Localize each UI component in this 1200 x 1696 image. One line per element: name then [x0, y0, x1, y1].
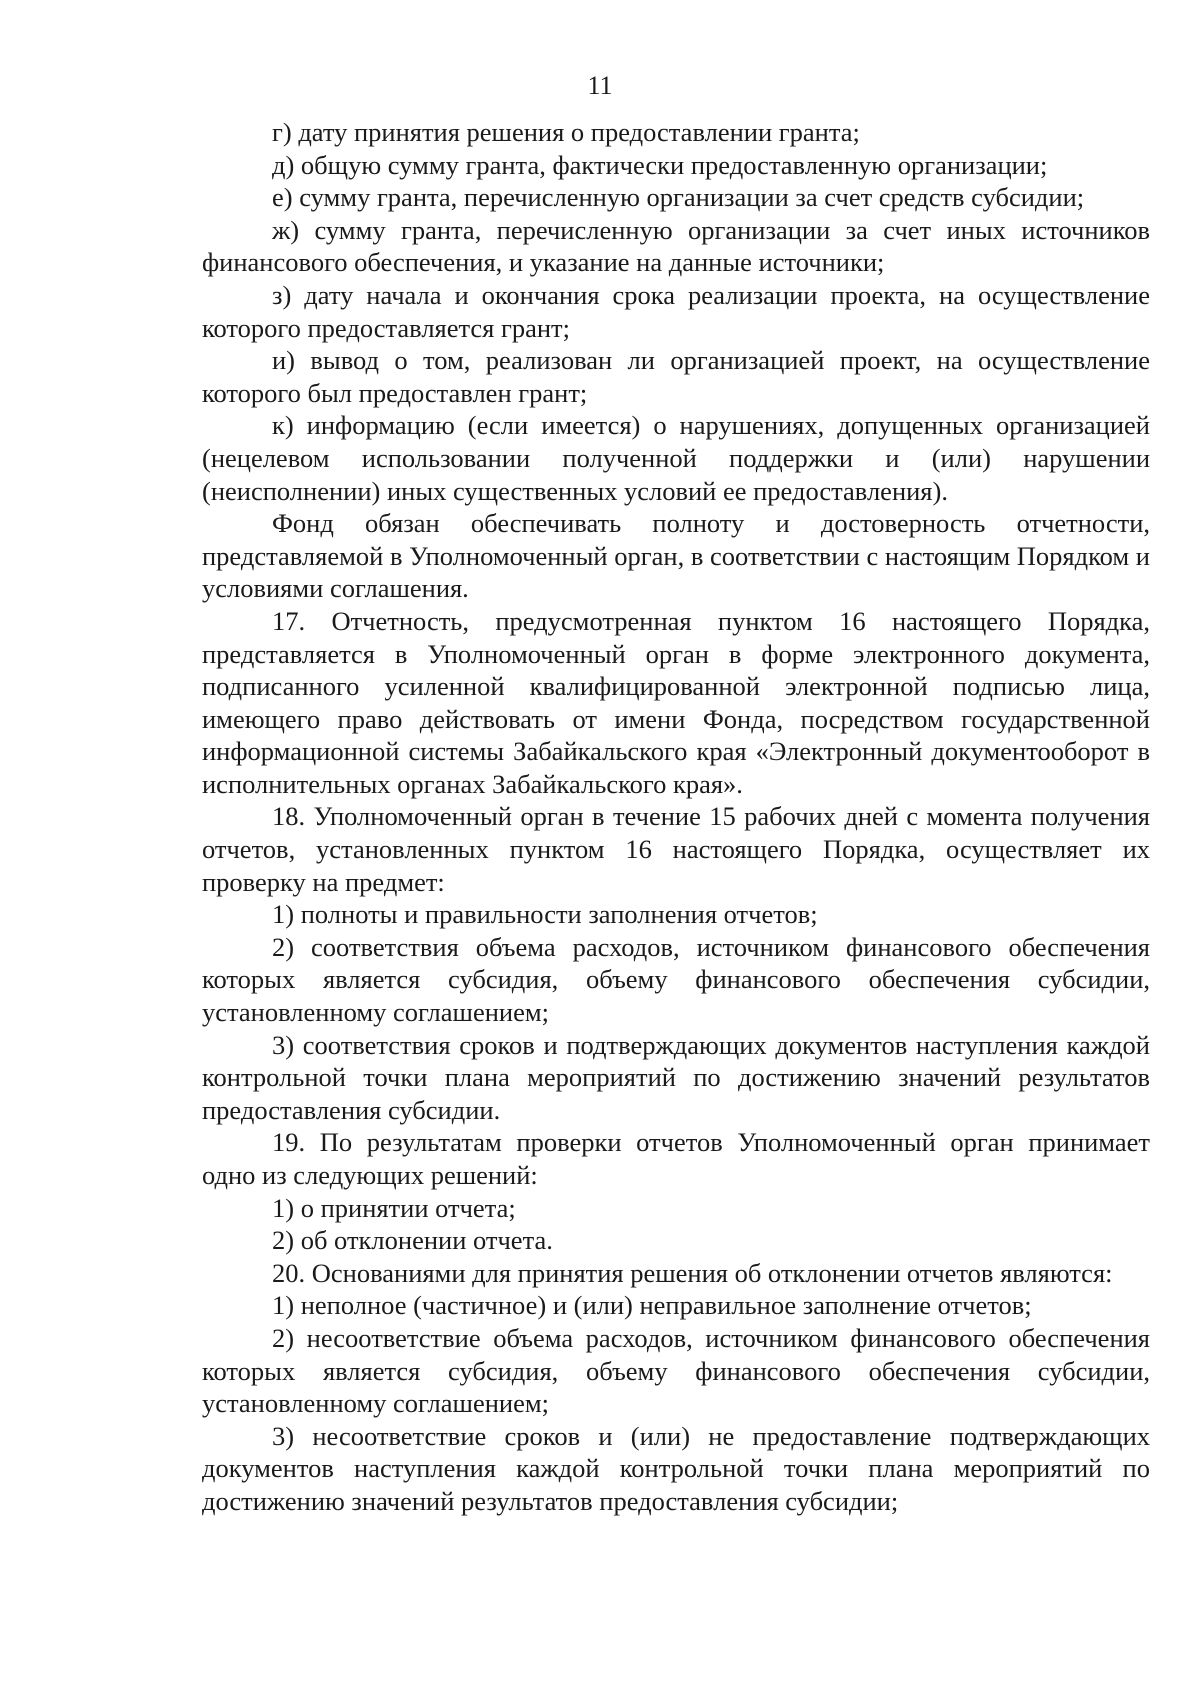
- document-body: [202, 116, 1150, 1518]
- paragraph: 3) соответствия сроков и подтверждающих документов наступления каждой контрольной точки плана мероприятий по достижению значений результатов предоставления субсидии.: [202, 1029, 1150, 1125]
- paragraph: к) информацию (если имеется) о нарушениях, допущенных организацией (нецелевом использовании полученной поддержки и (или) нарушении (неисполнении) иных существенных условий ее предоставления).: [202, 410, 1150, 506]
- paragraph: 1) неполное (частичное) и (или) неправильное заполнение отчетов;: [272, 1290, 1032, 1321]
- paragraph: 1) о принятии отчета;: [272, 1192, 516, 1223]
- paragraph: 19. По результатам проверки отчетов Уполномоченный орган принимает одно из следующих решений:: [202, 1127, 1150, 1190]
- paragraph: 2) несоответствие объема расходов, источником финансового обеспечения которых является субсидия, объему финансового обеспечения субсидии, установленному соглашением;: [202, 1322, 1150, 1419]
- paragraph: д) общую сумму гранта, фактически предоставленную организации;: [272, 149, 1048, 180]
- paragraph: 3) несоответствие сроков и (или) не предоставление подтверждающих документов наступления каждой контрольной точки плана мероприятий по достижению значений результатов предоставления субсидии;: [202, 1420, 1150, 1516]
- paragraph: и) вывод о том, реализован ли организацией проект, на осуществление которого был предоставлен грант;: [202, 345, 1150, 408]
- paragraph: Фонд обязан обеспечивать полноту и достоверность отчетности, представляемой в Уполномоченный орган, в соответствии с настоящим Порядком и условиями соглашения.: [202, 508, 1150, 604]
- paragraph: 1) полноты и правильности заполнения отчетов;: [272, 899, 818, 930]
- paragraph: г) дату принятия решения о предоставлении гранта;: [272, 117, 860, 147]
- paragraph: е) сумму гранта, перечисленную организации за счет средств субсидии;: [272, 182, 1085, 213]
- paragraph: 2) соответствия объема расходов, источником финансового обеспечения которых является субсидия, объему финансового обеспечения субсидии, установленному соглашением;: [202, 931, 1150, 1028]
- paragraph: 20. Основаниями для принятия решения об отклонении отчетов являются:: [272, 1257, 1113, 1288]
- paragraph: 17. Отчетность, предусмотренная пунктом 16 настоящего Порядка, представляется в Уполномоченный орган в форме электронного документа, подписанного усиленной квалифицированной электронной подписью лица, имеющего право действовать от имени Фонда, посредством государственной информационной системы Забайкальского края «Электронный документооборот в исполнительных органах Забайкальского края».: [202, 605, 1150, 799]
- paragraph: 2) об отклонении отчета.: [272, 1225, 553, 1256]
- paragraph: 18. Уполномоченный орган в течение 15 рабочих дней с момента получения отчетов, установленных пунктом 16 настоящего Порядка, осуществляет их проверку на предмет:: [202, 801, 1150, 897]
- paragraph: ж) сумму гранта, перечисленную организации за счет иных источников финансового обеспечения, и указание на данные источники;: [202, 214, 1150, 278]
- page-number: 11: [587, 71, 613, 100]
- paragraph: з) дату начала и окончания срока реализации проекта, на осуществление которого предоставляется грант;: [202, 279, 1150, 343]
